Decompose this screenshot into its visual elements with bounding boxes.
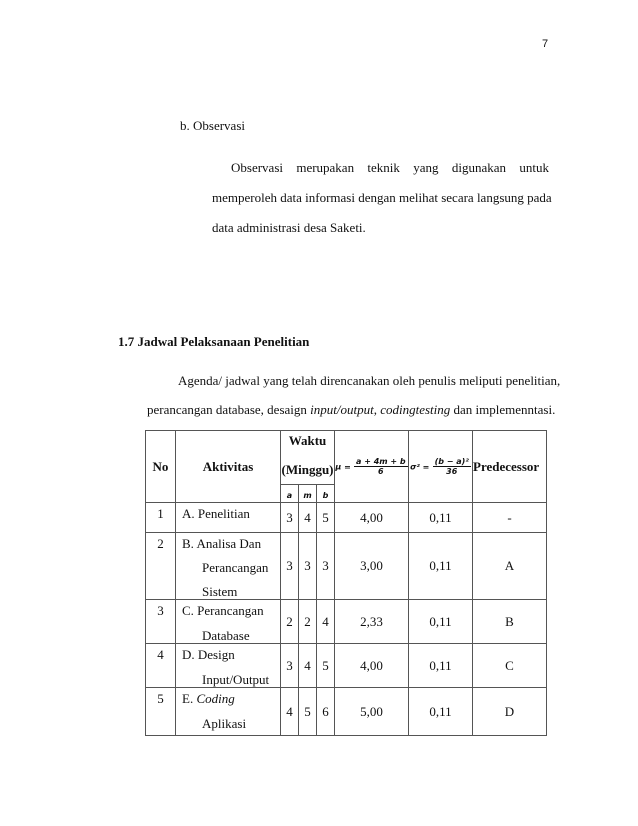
word: teknik (367, 160, 400, 175)
cell-no: 5 (146, 688, 176, 736)
paragraph-line (231, 160, 549, 175)
cell-no: 2 (146, 533, 176, 600)
aktivitas-line: A. Penelitian (182, 506, 250, 521)
cell-aktivitas (176, 533, 281, 600)
cell-sigma: 0,11 (409, 533, 473, 600)
header-b: b (317, 485, 335, 503)
cell-aktivitas (176, 688, 281, 736)
cell-aktivitas (176, 644, 281, 688)
cell-b: 5 (317, 644, 335, 688)
cell-predecessor: D (473, 688, 547, 736)
aktivitas-line: E. Coding (182, 691, 235, 706)
aktivitas-line: C. Perancangan (182, 603, 264, 618)
cell-m: 3 (299, 533, 317, 600)
text-run-italic: codingtesting (380, 402, 451, 417)
aktivitas-line: Sistem (202, 584, 238, 599)
header-a: a (281, 485, 299, 503)
header-no: No (146, 431, 176, 503)
header-m: m (299, 485, 317, 503)
mu-fraction: $\frac{a + 4m + b}{6}$ (356, 457, 406, 476)
cell-mu: 4,00 (335, 644, 409, 688)
paragraph-line: data administrasi desa Saketi. (212, 220, 366, 235)
cell-m: 4 (299, 503, 317, 533)
paragraph-line: Agenda/ jadwal yang telah direncanakan oleh penulis meliputi penelitian, (178, 373, 561, 388)
sigma-lhs: σ² = (410, 462, 430, 472)
aktivitas-line: Aplikasi (202, 716, 247, 731)
cell-m: 2 (299, 600, 317, 644)
cell-m: 4 (299, 644, 317, 688)
aktivitas-line: Perancangan (202, 560, 269, 575)
cell-mu: 4,00 (335, 503, 409, 533)
cell-b: 6 (317, 688, 335, 736)
cell-a: 2 (281, 600, 299, 644)
cell-aktivitas (176, 503, 281, 533)
cell-b: 4 (317, 600, 335, 644)
subsection-label: b. Observasi (180, 118, 245, 133)
cell-predecessor: B (473, 600, 547, 644)
cell-predecessor: - (473, 503, 547, 533)
cell-mu: 2,33 (335, 600, 409, 644)
cell-no: 3 (146, 600, 176, 644)
cell-a: 4 (281, 688, 299, 736)
header-row (146, 431, 547, 485)
aktivitas-line: D. Design (182, 647, 235, 662)
text-run: dan implemenntasi. (450, 402, 556, 417)
text-run-italic: input/output (310, 402, 374, 417)
aktivitas-line: Input/Output (202, 672, 270, 687)
paragraph-line (147, 402, 555, 417)
cell-a: 3 (281, 533, 299, 600)
cell-mu: 3,00 (335, 533, 409, 600)
paragraph-line: memperoleh data informasi dengan melihat secara langsung pada (212, 190, 552, 205)
header-waktu: Waktu (Minggu) (281, 431, 335, 485)
cell-no: 1 (146, 503, 176, 533)
cell-sigma: 0,11 (409, 688, 473, 736)
header-mu-formula (335, 431, 409, 503)
aktivitas-italic: Coding (196, 691, 235, 706)
table-row (146, 600, 547, 644)
table-row (146, 503, 547, 533)
table-row (146, 688, 547, 736)
cell-aktivitas (176, 600, 281, 644)
cell-no: 4 (146, 644, 176, 688)
cell-sigma: 0,11 (409, 503, 473, 533)
aktivitas-line: Database (202, 628, 250, 643)
aktivitas-line: B. Analisa Dan (182, 536, 262, 551)
header-aktivitas: Aktivitas (176, 431, 281, 503)
page-number: 7 (542, 38, 549, 50)
cell-sigma: 0,11 (409, 644, 473, 688)
cell-mu: 5,00 (335, 688, 409, 736)
section-heading: 1.7 Jadwal Pelaksanaan Penelitian (118, 334, 310, 349)
header-predecessor: Predecessor (473, 431, 547, 503)
cell-b: 3 (317, 533, 335, 600)
word: yang (413, 160, 439, 175)
cell-predecessor: A (473, 533, 547, 600)
cell-m: 5 (299, 688, 317, 736)
cell-b: 5 (317, 503, 335, 533)
word: Observasi (231, 160, 283, 175)
table-row (146, 533, 547, 600)
word: digunakan (451, 160, 507, 175)
cell-sigma: 0,11 (409, 600, 473, 644)
cell-a: 3 (281, 503, 299, 533)
cell-predecessor: C (473, 644, 547, 688)
cell-a: 3 (281, 644, 299, 688)
header-sigma-formula (409, 431, 473, 503)
word: untuk (519, 160, 549, 175)
mu-lhs: μ = (335, 462, 351, 472)
sigma-fraction: $\frac{\text{(b − a)²}}{36}$ (434, 457, 469, 476)
word: merupakan (296, 160, 355, 175)
text-run: perancangan database, desaign (147, 402, 311, 417)
text-run: , (373, 402, 381, 417)
table-row (146, 644, 547, 688)
schedule-table (145, 430, 547, 736)
